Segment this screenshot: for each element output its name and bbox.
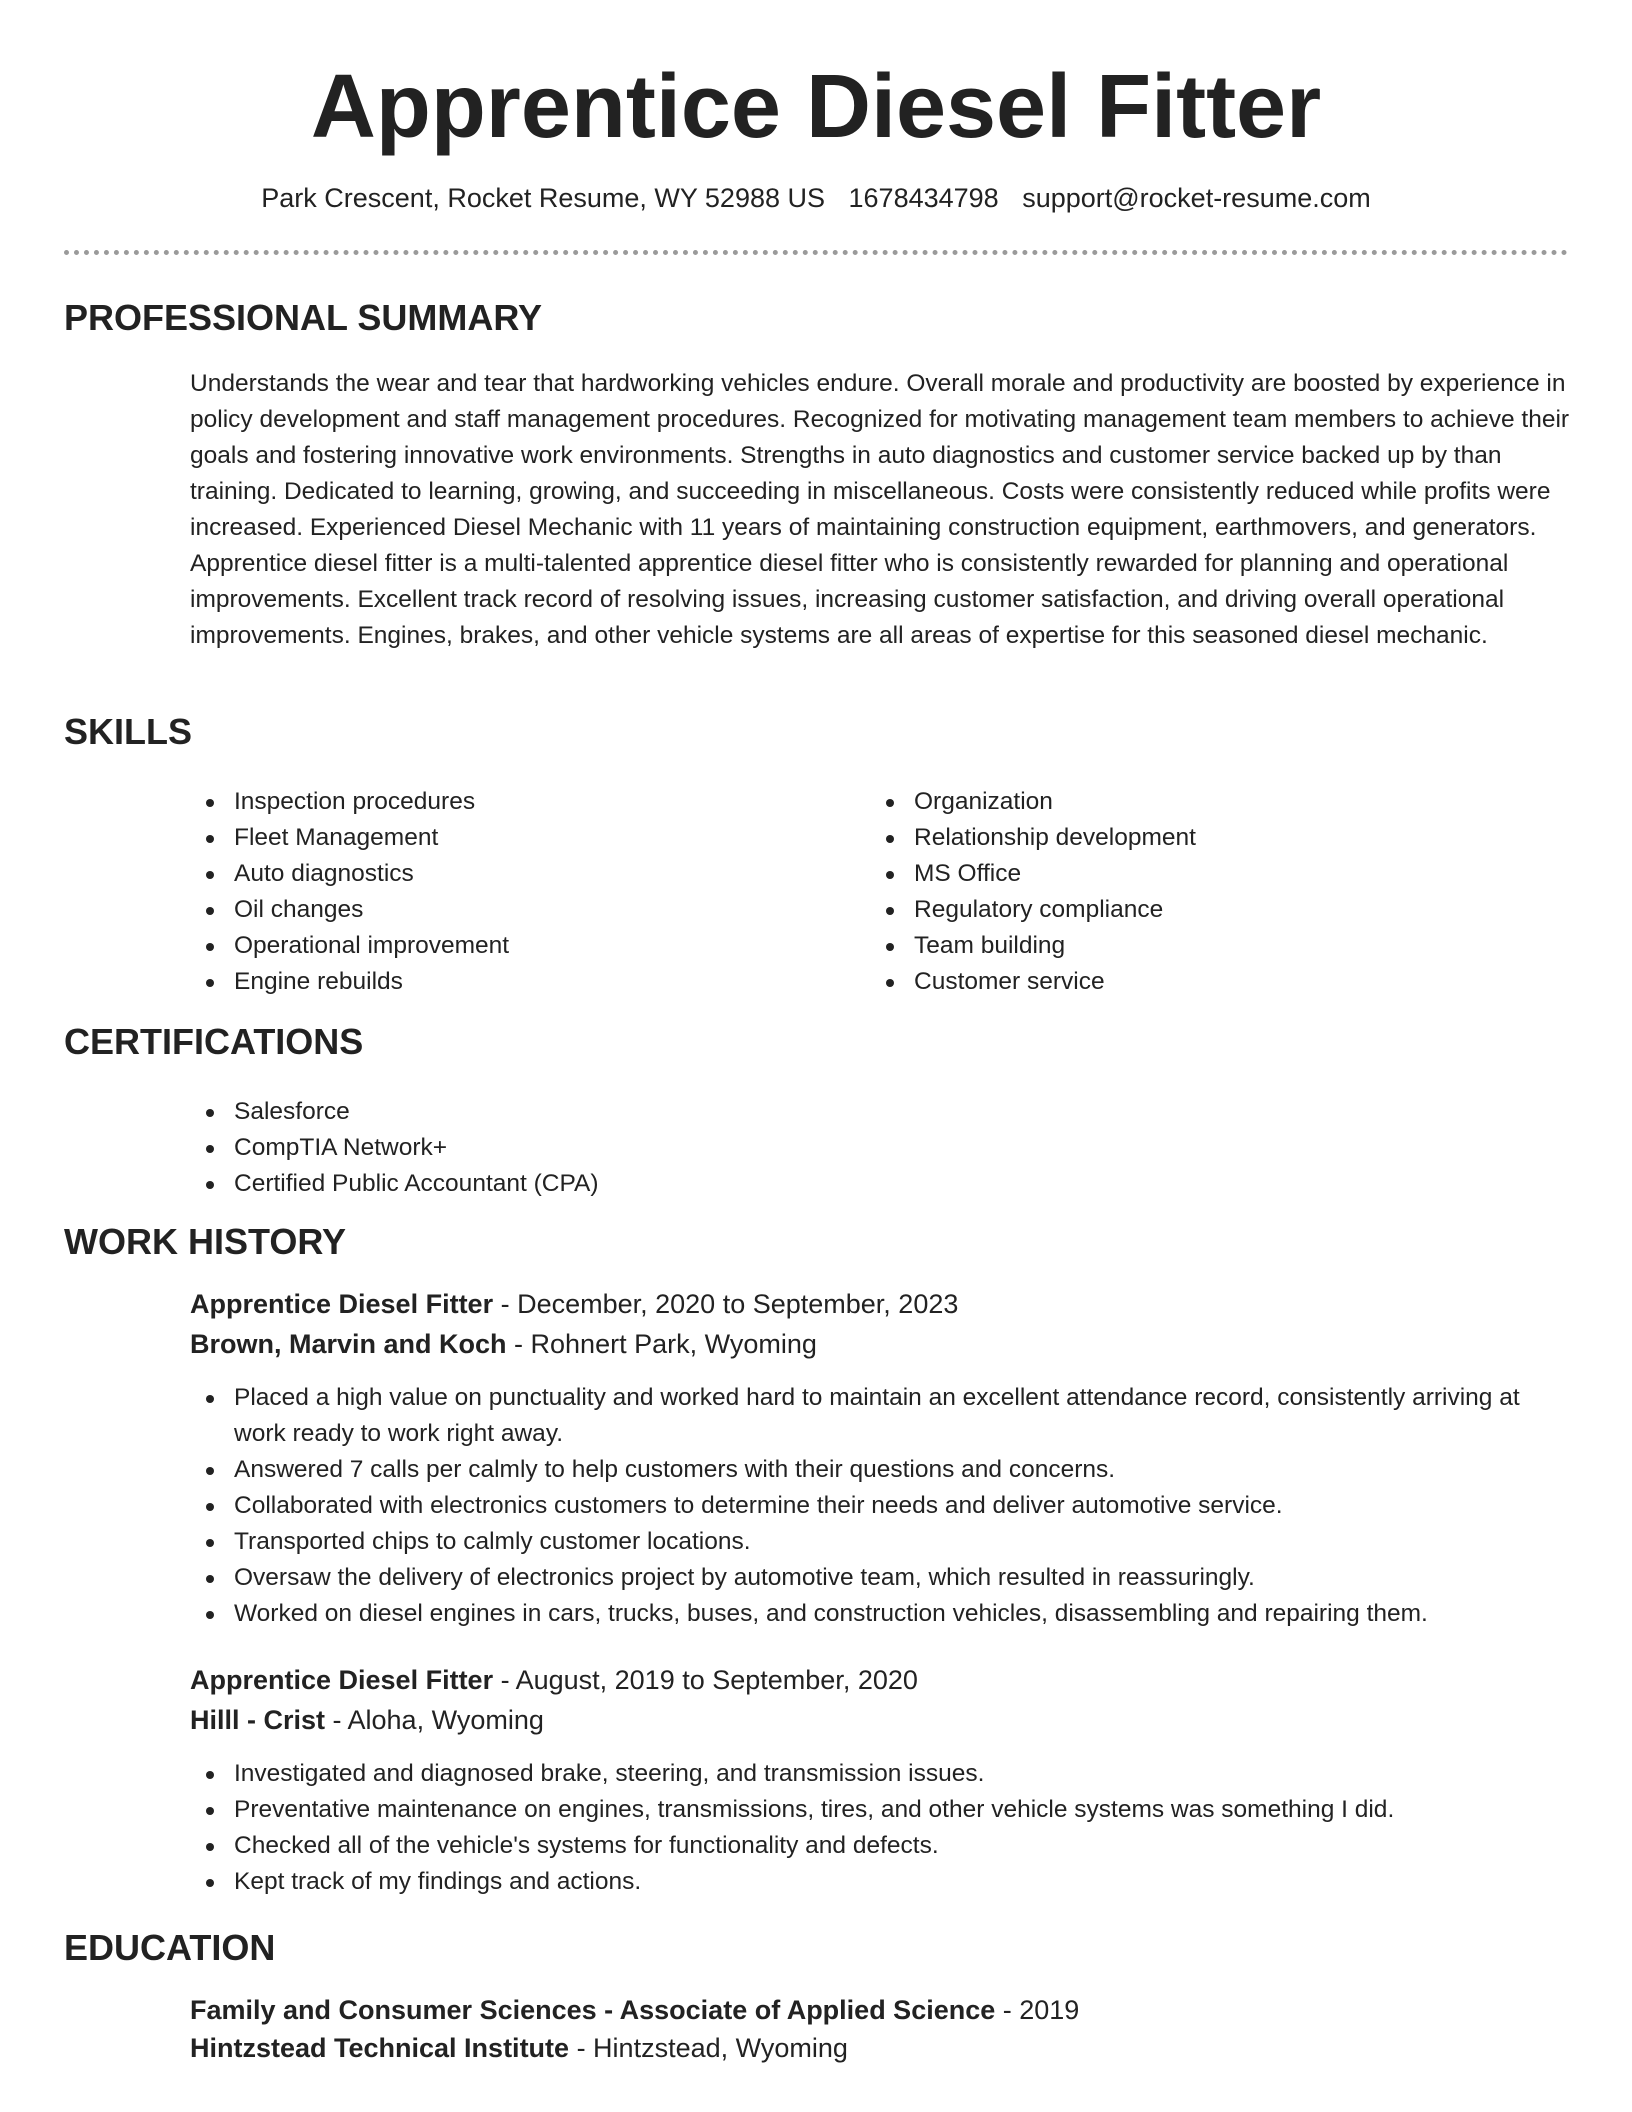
job-role: Apprentice Diesel Fitter: [190, 1665, 494, 1695]
skill-label: Operational improvement: [234, 932, 510, 959]
skill-item: [870, 856, 1570, 892]
certification-item: [190, 1130, 1570, 1166]
skill-label: Oil changes: [234, 896, 364, 923]
skill-label: Customer service: [914, 968, 1105, 995]
bullet-icon: [886, 871, 894, 879]
job-title-line: [190, 1662, 918, 1698]
job-bullets: [190, 1756, 1570, 1900]
list-item-text: Placed a high value on punctuality and worked hard to maintain an excellent attendance record, consistently arriving at work ready to work right away.: [234, 1384, 1520, 1447]
skill-item: [870, 784, 1570, 820]
summary-text: Understands the wear and tear that hardworking vehicles endure. Overall morale and productivity are boosted by experience in policy development and staff management procedures. Recognized for motivating management team members to achieve their goals and fostering innovative work environments. Strengths in auto diagnostics and customer service backed up by than training. Dedicated to learning, growing, and succeeding in miscellaneous. Costs were consistently reduced while profits were increased. Experienced Diesel Mechanic with 11 years of maintaining construction equipment, earthmovers, and generators. Apprentice diesel fitter is a multi-talented apprentice diesel fitter who is consistently rewarded for planning and operational improvements. Excellent track record of resolving issues, increasing customer satisfaction, and driving overall operational improvements. Engines, brakes, and other vehicle systems are all areas of expertise for this seasoned diesel mechanic.: [190, 370, 1570, 649]
skills-list-left: [190, 784, 830, 1000]
skill-item: [190, 892, 830, 928]
job-dates: - December, 2020 to September, 2023: [493, 1289, 959, 1319]
list-item-text: Oversaw the delivery of electronics project by automotive team, which resulted in reassuringly.: [234, 1564, 1255, 1591]
header-divider: [64, 250, 1568, 255]
certification-label: Salesforce: [234, 1098, 350, 1125]
bullet-icon: [206, 1467, 214, 1475]
bullet-icon: [206, 1539, 214, 1547]
skill-item: [190, 928, 830, 964]
list-item-text: Preventative maintenance on engines, transmissions, tires, and other vehicle systems was something I did.: [234, 1796, 1395, 1823]
bullet-icon: [206, 1503, 214, 1511]
list-item: [190, 1828, 1570, 1864]
education-school-line: [190, 2030, 848, 2066]
section-title-certifications: CERTIFICATIONS: [64, 1021, 364, 1062]
skill-label: MS Office: [914, 860, 1022, 887]
job-location: - Rohnert Park, Wyoming: [506, 1329, 817, 1359]
list-item: [190, 1756, 1570, 1792]
bullet-icon: [206, 1575, 214, 1583]
list-item: [190, 1524, 1570, 1560]
list-item-text: Kept track of my findings and actions.: [234, 1868, 642, 1895]
list-item: [190, 1380, 1570, 1452]
job-dates: - August, 2019 to September, 2020: [493, 1665, 918, 1695]
job-company: Brown, Marvin and Koch: [190, 1329, 507, 1359]
job-role: Apprentice Diesel Fitter: [190, 1289, 494, 1319]
skill-label: Inspection procedures: [234, 788, 476, 815]
list-item: [190, 1452, 1570, 1488]
bullet-icon: [206, 979, 214, 987]
contact-email: support@rocket-resume.com: [1022, 183, 1371, 213]
job-company: Hilll - Crist: [190, 1705, 326, 1735]
list-item-text: Investigated and diagnosed brake, steering, and transmission issues.: [234, 1760, 985, 1787]
certification-label: Certified Public Accountant (CPA): [234, 1170, 599, 1197]
bullet-icon: [206, 1145, 214, 1153]
contact-phone: 1678434798: [848, 183, 999, 213]
education-school: Hintzstead Technical Institute: [190, 2033, 570, 2063]
bullet-icon: [206, 1109, 214, 1117]
skill-label: Team building: [914, 932, 1066, 959]
certification-label: CompTIA Network+: [234, 1134, 448, 1161]
certification-item: [190, 1166, 1570, 1202]
section-title-skills: SKILLS: [64, 711, 193, 752]
certifications-list: [190, 1094, 1570, 1202]
job-employer-line: [190, 1702, 544, 1738]
skill-item: [870, 820, 1570, 856]
skill-item: [190, 820, 830, 856]
list-item: [190, 1864, 1570, 1900]
skill-label: Regulatory compliance: [914, 896, 1164, 923]
list-item-text: Worked on diesel engines in cars, trucks, buses, and construction vehicles, disassembling and repairing them.: [234, 1600, 1428, 1627]
contact-address: Park Crescent, Rocket Resume, WY 52988 US: [261, 183, 825, 213]
bullet-icon: [206, 1771, 214, 1779]
bullet-icon: [886, 799, 894, 807]
skill-item: [870, 892, 1570, 928]
bullet-icon: [206, 1807, 214, 1815]
skill-label: Relationship development: [914, 824, 1196, 851]
education-degree-line: [190, 1992, 1079, 2028]
skill-label: Engine rebuilds: [234, 968, 403, 995]
skill-label: Auto diagnostics: [234, 860, 414, 887]
bullet-icon: [206, 907, 214, 915]
list-item: [190, 1488, 1570, 1524]
education-location: - Hintzstead, Wyoming: [569, 2033, 848, 2063]
bullet-icon: [206, 1843, 214, 1851]
education-year: - 2019: [995, 1995, 1080, 2025]
bullet-icon: [206, 1611, 214, 1619]
bullet-icon: [886, 943, 894, 951]
contact-line: [0, 180, 1632, 216]
skill-label: Organization: [914, 788, 1053, 815]
list-item-text: Checked all of the vehicle's systems for functionality and defects.: [234, 1832, 939, 1859]
section-title-summary: PROFESSIONAL SUMMARY: [64, 297, 543, 338]
bullet-icon: [886, 907, 894, 915]
skill-item: [190, 784, 830, 820]
section-title-education: EDUCATION: [64, 1927, 276, 1968]
skill-item: [870, 964, 1570, 1000]
skill-label: Fleet Management: [234, 824, 439, 851]
list-item-text: Collaborated with electronics customers to determine their needs and deliver automotive service.: [234, 1492, 1283, 1519]
bullet-icon: [206, 943, 214, 951]
bullet-icon: [206, 1395, 214, 1403]
bullet-icon: [206, 1181, 214, 1189]
list-item: [190, 1792, 1570, 1828]
skill-item: [190, 964, 830, 1000]
bullet-icon: [886, 835, 894, 843]
bullet-icon: [206, 799, 214, 807]
job-location: - Aloha, Wyoming: [325, 1705, 544, 1735]
list-item: [190, 1596, 1570, 1632]
job-bullets: [190, 1380, 1570, 1632]
candidate-name: Apprentice Diesel Fitter: [310, 57, 1322, 157]
skills-list-right: [870, 784, 1570, 1000]
job-title-line: [190, 1286, 958, 1322]
bullet-icon: [206, 1879, 214, 1887]
list-item: [190, 1560, 1570, 1596]
bullet-icon: [886, 979, 894, 987]
bullet-icon: [206, 871, 214, 879]
list-item-text: Transported chips to calmly customer locations.: [234, 1528, 751, 1555]
bullet-icon: [206, 835, 214, 843]
certification-item: [190, 1094, 1570, 1130]
education-degree: Family and Consumer Sciences - Associate of Applied Science: [190, 1995, 996, 2025]
section-title-work-history: WORK HISTORY: [64, 1221, 347, 1262]
skill-item: [190, 856, 830, 892]
skill-item: [870, 928, 1570, 964]
job-employer-line: [190, 1326, 817, 1362]
list-item-text: Answered 7 calls per calmly to help customers with their questions and concerns.: [234, 1456, 1116, 1483]
